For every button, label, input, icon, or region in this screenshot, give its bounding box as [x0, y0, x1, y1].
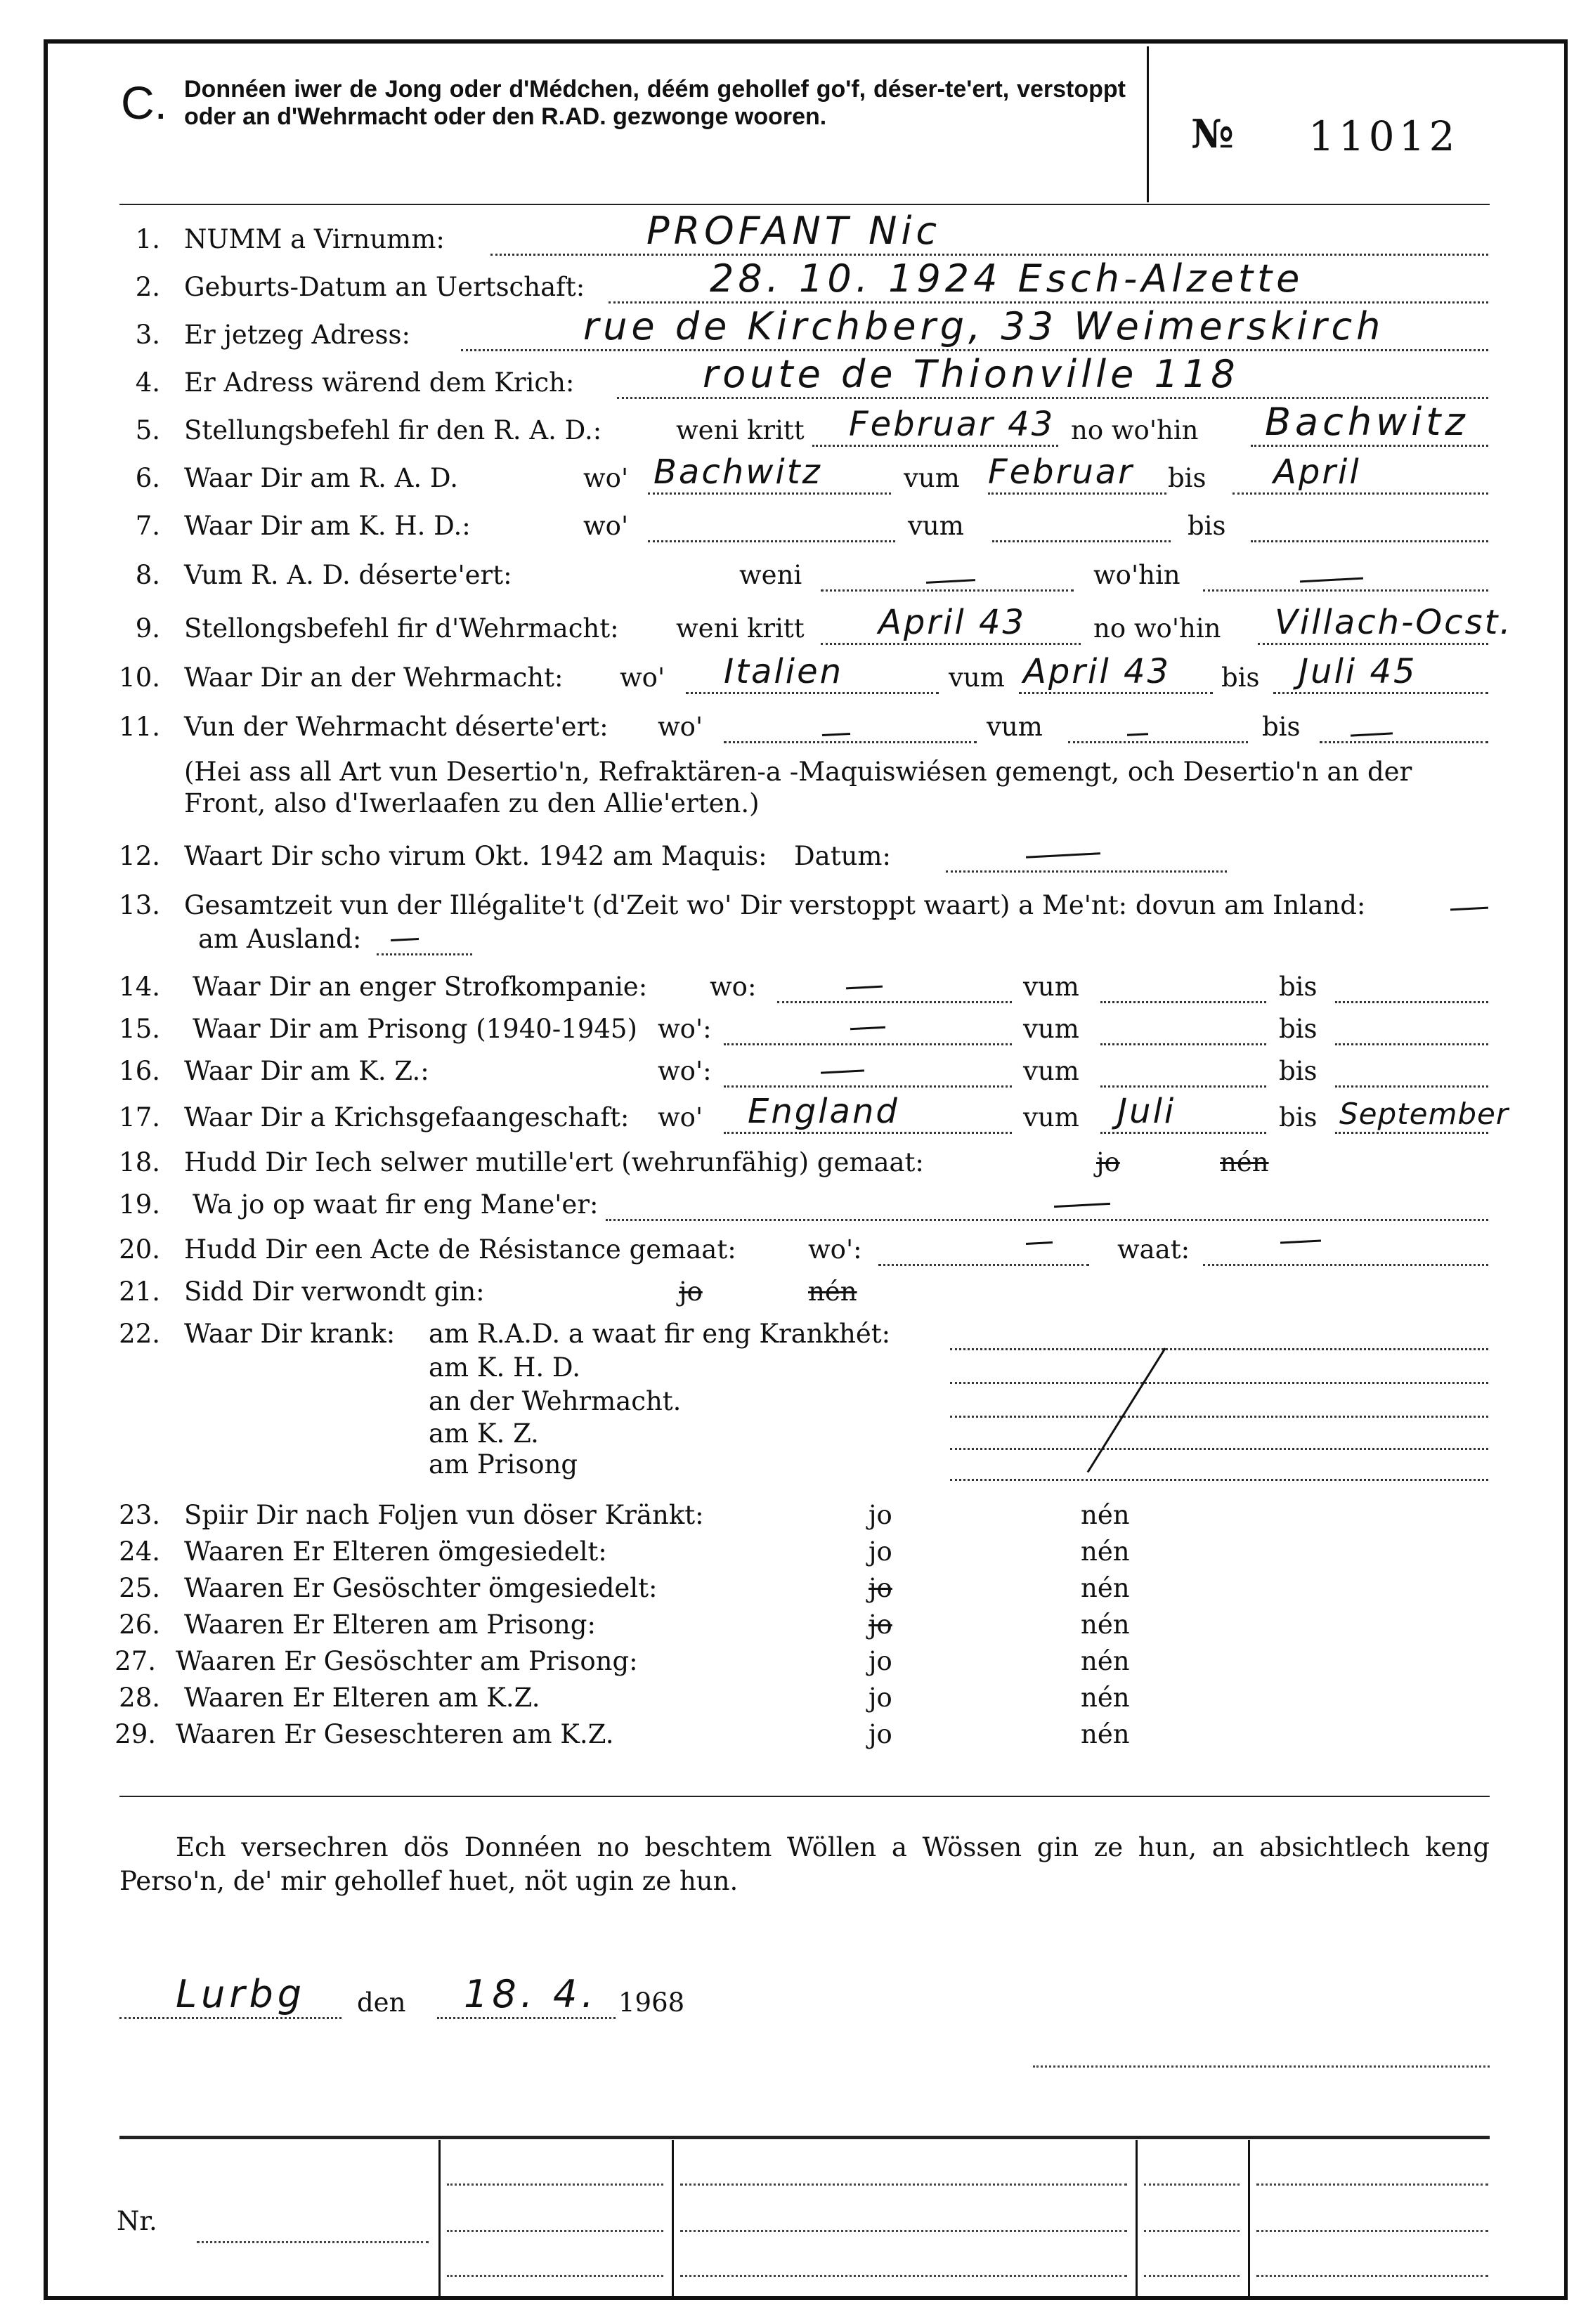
row-label: Waar Dir an enger Strofkompanie: [193, 972, 648, 1002]
row-label: Geburts-Datum an Uertschaft: [184, 272, 585, 302]
fill-line [648, 540, 895, 542]
blank-dash [1026, 1241, 1053, 1245]
footer-field[interactable] [447, 2183, 663, 2186]
row-label: Waaren Er Gesöschter am Prisong: [176, 1646, 638, 1676]
label-until: bis [1279, 972, 1318, 1002]
label-from: vum [949, 662, 1005, 693]
row-number: 14. [119, 972, 160, 1002]
captivity-from[interactable]: Juli [1117, 1092, 1176, 1131]
option-no[interactable]: nén [1081, 1646, 1130, 1676]
label-what: waat: [1117, 1234, 1190, 1265]
illness-sub-label: am Prisong [429, 1449, 578, 1480]
form-row-19 [0, 1183, 1574, 1225]
fill-line [1100, 1132, 1266, 1134]
label-until: bis [1168, 463, 1206, 493]
fill-line [821, 643, 1081, 645]
footer-rule [119, 2136, 1490, 2139]
blank-dash [850, 1026, 885, 1031]
row-number: 27. [115, 1646, 156, 1676]
row-label: Waart Dir scho virum Okt. 1942 am Maquis: [184, 841, 767, 871]
fill-line [724, 1132, 1012, 1134]
row-label: Waaren Er Elteren am Prisong: [184, 1610, 596, 1640]
illness-sub-label: an der Wehrmacht. [429, 1386, 682, 1416]
label-date: Datum: [794, 841, 891, 871]
row-label: Waaren Er Elteren ömgesiedelt: [184, 1536, 607, 1567]
current-address-value[interactable]: rue de Kirchberg, 33 Weimerskirch [583, 304, 1385, 348]
row-label: Gesamtzeit vun der Illégalite't (d'Zeit wo' Dir verstoppt waart) a Me'nt: dovun am Inland: [184, 890, 1366, 920]
signature-year: 1968 [618, 1987, 685, 2018]
label-where: wo': [658, 1056, 712, 1086]
label-when: weni [739, 560, 802, 590]
fill-line [617, 397, 1488, 399]
fill-line [988, 492, 1166, 495]
desertion-note: (Hei ass all Art vun Desertio'n, Refraktären-a -Maquiswiésen gemengt, och Desertio'n an der Front, also d'Iwerlaafen zu den Allie'erten.) [184, 757, 1412, 818]
row-number: 10. [119, 662, 160, 693]
option-no[interactable]: nén [1081, 1610, 1130, 1640]
row-number: 16. [119, 1056, 160, 1086]
yesno-row-25 [0, 1567, 1574, 1609]
blank-dash [822, 733, 850, 736]
signature-line [1033, 2065, 1490, 2068]
form-row-17 [0, 1092, 1574, 1138]
fill-line [377, 953, 472, 955]
row-number: 17. [119, 1102, 160, 1132]
label-from: vum [1023, 972, 1079, 1002]
yesno-row-27 [0, 1640, 1574, 1682]
label-until: bis [1188, 511, 1226, 541]
blank-dash [1280, 1239, 1321, 1243]
fill-line [1335, 1085, 1488, 1088]
row-label: Wa jo op waat fir eng Mane'er: [193, 1189, 599, 1220]
option-no[interactable]: nén [1081, 1573, 1130, 1603]
fill-line [812, 445, 1058, 447]
form-row-6 [0, 452, 1574, 499]
fill-line [606, 1219, 1488, 1221]
row-label: Hudd Dir een Acte de Résistance gemaat: [184, 1234, 736, 1265]
row-number: 26. [119, 1610, 160, 1640]
footer-field[interactable] [1256, 2183, 1488, 2186]
label-from: vum [1023, 1056, 1079, 1086]
row-label: Waaren Er Elteren am K.Z. [184, 1683, 540, 1713]
declaration-text: Ech versechren dös Donnéen no beschtem Wöllen a Wössen gin ze hun, an absichtlech keng Perso'n, de' mir gehollef huet, nöt ugin ze hun. [119, 1832, 1490, 1896]
row-number: 24. [119, 1536, 160, 1567]
fill-line [1258, 643, 1488, 645]
row-label: Waar Dir am Prisong (1940-1945) [193, 1014, 637, 1044]
blank-dash [1026, 852, 1100, 859]
label-until: bis [1279, 1014, 1318, 1044]
option-no[interactable]: nén [1081, 1500, 1130, 1530]
footer-field[interactable] [680, 2183, 1127, 2186]
blank-dash [1127, 733, 1148, 736]
label-where: wo' [658, 1102, 703, 1132]
form-title: Donnéen iwer de Jong oder d'Médchen, déém gehollef go'f, déser-te'ert, verstoppt oder an d'Wehrmacht oder den R.AD. gezwonge wooren. [184, 76, 1126, 130]
label-from: vum [1023, 1014, 1079, 1044]
form-row-16 [0, 1050, 1574, 1092]
footer-field[interactable] [1144, 2230, 1240, 2232]
label-until: bis [1221, 662, 1260, 693]
form-row-9 [0, 603, 1574, 649]
rad-order-date[interactable]: Februar 43 [849, 405, 1055, 444]
wehrmacht-from[interactable]: April 43 [1023, 652, 1171, 691]
yesno-row-29 [0, 1713, 1574, 1755]
label-until: bis [1279, 1102, 1318, 1132]
label-when: weni kritt [676, 415, 805, 445]
form-row-21 [0, 1270, 1574, 1312]
fill-line [821, 589, 1074, 592]
form-row-18 [0, 1141, 1574, 1183]
section-letter: C. [121, 77, 167, 129]
signature-row [0, 1967, 1574, 2023]
option-yes[interactable]: jo [869, 1573, 892, 1603]
form-row-22e [0, 1443, 1574, 1485]
form-row-5 [0, 400, 1574, 451]
fill-line [1203, 1264, 1488, 1266]
label-where: wo' [583, 463, 629, 493]
row-label: Spiir Dir nach Foljen vun döser Kränkt: [184, 1500, 704, 1530]
row-number: 23. [119, 1500, 160, 1530]
wehrmacht-place[interactable]: Italien [724, 652, 844, 691]
fill-line [1068, 741, 1248, 743]
row-label: Stellungsbefehl fir den R. A. D.: [184, 415, 602, 445]
footer-field[interactable] [447, 2230, 663, 2232]
birth-value[interactable]: 28. 10. 1924 Esch-Alzette [710, 256, 1304, 301]
fill-line [1251, 445, 1488, 447]
row-label: Er Adress wärend dem Krich: [184, 367, 575, 398]
label-from: vum [1023, 1102, 1079, 1132]
captivity-place[interactable]: England [748, 1092, 899, 1131]
row-number: 18. [119, 1147, 160, 1177]
row-label: Sidd Dir verwondt gin: [184, 1277, 485, 1307]
signature-date[interactable]: 18. 4. [464, 1972, 598, 2016]
label-when: weni kritt [676, 613, 805, 644]
blank-dash [1300, 577, 1363, 583]
row-label: Vum R. A. D. déserte'ert: [184, 560, 512, 590]
form-row-12 [0, 835, 1574, 877]
yesno-row-26 [0, 1603, 1574, 1645]
fill-line [1019, 692, 1213, 694]
fill-line [950, 1479, 1488, 1481]
row-number: 5. [135, 415, 160, 445]
label-where: no wo'hin [1071, 415, 1199, 445]
fill-line [119, 2017, 342, 2019]
row-number: 2. [135, 272, 160, 302]
yesno-row-28 [0, 1676, 1574, 1718]
fill-line [1335, 1132, 1488, 1134]
name-value[interactable]: PROFANT Nic [646, 209, 942, 253]
option-yes[interactable]: jo [679, 1277, 703, 1307]
blank-dash [846, 986, 883, 990]
yesno-row-24 [0, 1530, 1574, 1572]
option-yes[interactable]: jo [869, 1536, 892, 1567]
row-number: 15. [119, 1014, 160, 1044]
label-from: vum [908, 511, 964, 541]
row-number: 6. [135, 463, 160, 493]
label-until: bis [1279, 1056, 1318, 1086]
form-row-4 [0, 352, 1574, 403]
label-where: wo': [658, 1014, 712, 1044]
row-number: 1. [135, 224, 160, 254]
blank-dash [1450, 907, 1488, 911]
label-where: wo: [710, 972, 757, 1002]
label-where: no wo'hin [1093, 613, 1221, 644]
section-rule [119, 1796, 1490, 1797]
row-number: 21. [119, 1277, 160, 1307]
row-label: am Ausland: [198, 924, 362, 954]
rad-place[interactable]: Bachwitz [653, 452, 822, 492]
footer-field[interactable] [1256, 2275, 1488, 2277]
row-number: 3. [135, 320, 160, 350]
page-border-top [44, 39, 1568, 44]
fill-line [724, 1085, 1012, 1088]
form-row-13-line2 [0, 918, 1574, 960]
fill-line [686, 692, 939, 694]
fill-line [1273, 692, 1488, 694]
form-row-2 [0, 256, 1574, 308]
wehrmacht-order-date[interactable]: April 43 [878, 603, 1027, 642]
header-rule [119, 204, 1490, 205]
label-where: wo'hin [1093, 560, 1180, 590]
label-where: wo' [620, 662, 665, 693]
illness-sub-label: am K. H. D. [429, 1352, 580, 1383]
option-yes[interactable]: jo [1096, 1147, 1120, 1177]
row-number: 11. [119, 712, 160, 742]
footer-col-divider [672, 2140, 674, 2296]
blank-dash [821, 1069, 864, 1073]
fill-line [1251, 540, 1488, 542]
option-no[interactable]: nén [1081, 1536, 1130, 1567]
label-where: wo' [658, 712, 703, 742]
wehrmacht-order-place[interactable]: Villach-Ocst. [1275, 603, 1513, 642]
header-divider [1147, 46, 1149, 202]
form-row-3 [0, 304, 1574, 355]
nr-label: Nr. [117, 2206, 157, 2236]
label-where: wo': [808, 1234, 862, 1265]
option-yes[interactable]: jo [869, 1500, 892, 1530]
row-number: 28. [119, 1683, 160, 1713]
fill-line [648, 492, 891, 495]
fill-line [1203, 589, 1488, 592]
fill-line [490, 254, 1488, 256]
row-label: NUMM a Virnumm: [184, 224, 445, 254]
fill-line [1232, 492, 1488, 495]
option-yes[interactable]: jo [869, 1683, 892, 1713]
row-number: 29. [115, 1719, 156, 1749]
fill-line [777, 1001, 1012, 1003]
wehrmacht-until[interactable]: Juli 45 [1299, 652, 1417, 691]
fill-line [878, 1264, 1089, 1266]
row-label: Waaren Er Gesöschter ömgesiedelt: [184, 1573, 658, 1603]
fill-line [1335, 1001, 1488, 1003]
option-yes[interactable]: jo [869, 1719, 892, 1749]
fill-line [1100, 1085, 1266, 1088]
page-border-bottom [44, 2296, 1568, 2300]
row-number: 8. [135, 560, 160, 590]
row-number: 9. [135, 613, 160, 644]
blank-dash [926, 579, 975, 584]
row-number: 4. [135, 367, 160, 398]
fill-line [437, 2017, 616, 2019]
row-number: 7. [135, 511, 160, 541]
number-sign: № [1191, 111, 1234, 157]
row-label: Waaren Er Geseschteren am K.Z. [176, 1719, 614, 1749]
blank-dash [1054, 1203, 1110, 1208]
form-row-1 [0, 209, 1574, 260]
footer-col-divider [1136, 2140, 1138, 2296]
row-number: 22. [119, 1319, 160, 1349]
option-no[interactable]: nén [1081, 1719, 1130, 1749]
row-number: 12. [119, 841, 160, 871]
form-row-7 [0, 504, 1574, 547]
label-from: vum [904, 463, 960, 493]
fill-line [724, 1043, 1012, 1045]
option-yes[interactable]: jo [869, 1646, 892, 1676]
footer-field[interactable] [1144, 2275, 1240, 2277]
option-no[interactable]: nén [1081, 1683, 1130, 1713]
row-number: 20. [119, 1234, 160, 1265]
footer-col-divider [1248, 2140, 1250, 2296]
fill-line [1100, 1001, 1266, 1003]
option-no[interactable]: nén [1220, 1147, 1269, 1177]
illness-sub-label: am R.A.D. a waat fir eng Krankhét: [429, 1319, 891, 1349]
row-label: Waar Dir a Krichsgefaangeschaft: [184, 1102, 630, 1132]
row-number: 25. [119, 1573, 160, 1603]
illness-sub-label: am K. Z. [429, 1418, 539, 1449]
yesno-row-23 [0, 1494, 1574, 1536]
footer-field[interactable] [1256, 2230, 1488, 2232]
row-label: Vun der Wehrmacht déserte'ert: [184, 712, 609, 742]
row-number: 13. [119, 890, 160, 920]
rad-from[interactable]: Februar [988, 452, 1134, 492]
row-label: Er jetzeg Adress: [184, 320, 410, 350]
fill-line [946, 870, 1227, 873]
blank-dash [1351, 732, 1393, 736]
row-label: Hudd Dir Iech selwer mutille'ert (wehrunfähig) gemaat: [184, 1147, 924, 1177]
fill-line [724, 741, 977, 743]
rad-until[interactable]: April [1273, 452, 1361, 492]
row-label: Stellongsbefehl fir d'Wehrmacht: [184, 613, 619, 644]
label-until: bis [1262, 712, 1301, 742]
footer-field[interactable] [1144, 2183, 1240, 2186]
row-label: Waar Dir am K. H. D.: [184, 511, 471, 541]
signature-place[interactable]: Lurbg [176, 1972, 306, 2016]
blank-dash [391, 938, 419, 941]
form-row-14 [0, 965, 1574, 1007]
form-row-15 [0, 1007, 1574, 1050]
captivity-until[interactable]: September [1339, 1097, 1509, 1131]
label-where: wo' [583, 511, 629, 541]
war-address-value[interactable]: route de Thionville 118 [703, 352, 1240, 396]
label-den: den [357, 1987, 406, 2018]
fill-line [609, 301, 1488, 303]
form-number: 11012 [1308, 112, 1459, 160]
row-number: 19. [119, 1189, 160, 1220]
form-row-8 [0, 554, 1574, 596]
fill-line [992, 540, 1171, 542]
fill-line [1100, 1043, 1266, 1045]
row-label: Waar Dir am K. Z.: [184, 1056, 429, 1086]
row-label: Waar Dir am R. A. D. [184, 463, 458, 493]
row-label: Waar Dir krank: [184, 1319, 396, 1349]
footer-field[interactable] [680, 2275, 1127, 2277]
rad-order-place[interactable]: Bachwitz [1265, 400, 1469, 444]
footer-field[interactable] [447, 2275, 663, 2277]
form-row-11 [0, 705, 1574, 748]
fill-line [1320, 741, 1488, 743]
fill-line [461, 349, 1488, 351]
fill-line [1335, 1043, 1488, 1045]
row-label: Waar Dir an der Wehrmacht: [184, 662, 564, 693]
option-no[interactable]: nén [808, 1277, 857, 1307]
footer-field[interactable] [680, 2230, 1127, 2232]
option-yes[interactable]: jo [869, 1610, 892, 1640]
nr-field[interactable] [197, 2241, 429, 2243]
footer-col-divider [438, 2140, 441, 2296]
form-row-10 [0, 652, 1574, 698]
label-from: vum [987, 712, 1043, 742]
form-row-20 [0, 1228, 1574, 1270]
